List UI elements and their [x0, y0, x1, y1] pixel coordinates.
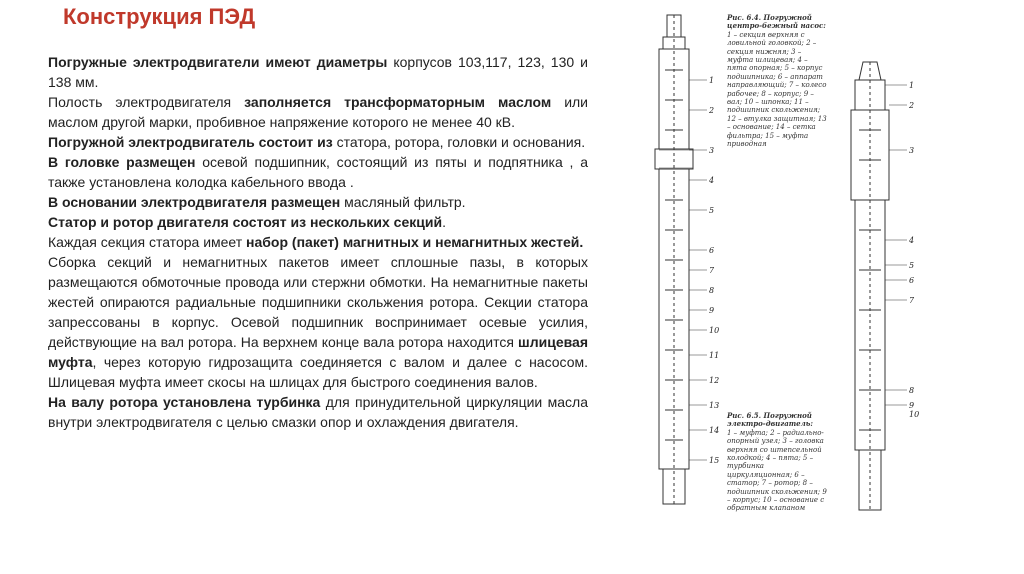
- pump-base: [663, 469, 685, 504]
- bold-text: На валу ротора установлена турбинка: [48, 394, 321, 410]
- callout-number: 8: [709, 286, 715, 295]
- callout-number: 9: [909, 401, 915, 410]
- callout-number: 1: [909, 81, 915, 90]
- paragraph: [48, 152, 588, 192]
- technical-drawing: [645, 10, 955, 525]
- callout-number: 12: [709, 376, 720, 385]
- figure-caption-motor: [727, 412, 829, 513]
- paragraph: [48, 52, 588, 92]
- bold-text: набор (пакет) магнитных и немагнитных жестей.: [246, 234, 584, 250]
- text: или маслом другой марки, пробивное напряжение которого не менее 40 кВ.: [48, 94, 589, 130]
- page-title: Конструкция ПЭД: [63, 4, 256, 29]
- callout-number: 2: [709, 106, 715, 115]
- paragraph: [48, 212, 588, 232]
- callout-number: 15: [709, 456, 720, 465]
- text: Полость электродвигателя: [48, 94, 245, 110]
- callout-number: 4: [709, 176, 715, 185]
- callout-number: 7: [909, 296, 915, 305]
- text: осевой подшипник, состоящий из пяты и подпятника , а также установлена колодка кабельного ввода .: [48, 154, 588, 190]
- callout-number: 6: [709, 246, 715, 255]
- callout-number: 9: [709, 306, 715, 315]
- callout-number: 2: [909, 101, 915, 110]
- caption-title: Рис. 6.5. Погружной электро-двигатель:: [727, 411, 813, 429]
- caption-title: Рис. 6.4. Погружной центро-бежный насос:: [727, 13, 826, 31]
- text: .: [442, 214, 446, 230]
- bold-text: Погружной электродвигатель состоит из: [48, 134, 333, 150]
- callout-number: 10: [909, 410, 920, 419]
- text: Каждая секция статора имеет: [48, 234, 247, 250]
- bold-text: В основании электродвигателя размещен: [48, 194, 341, 210]
- body-text: [48, 52, 588, 432]
- text: , через которую гидрозащита соединяется с валом и далее с насосом. Шлицевая муфта имеет скосы на шлицах для быстрого соединения валов.: [48, 354, 588, 390]
- callout-number: 5: [709, 206, 715, 215]
- bold-text: заполняется трансформаторным маслом: [244, 94, 552, 110]
- callout-number: 1: [709, 76, 715, 85]
- paragraph: [48, 192, 588, 212]
- figure-caption-pump: [727, 14, 829, 149]
- callout-number: 3: [709, 146, 715, 155]
- callout-number: 13: [709, 401, 720, 410]
- callout-number: 6: [909, 276, 915, 285]
- bold-text: шлицевая муфта: [48, 334, 588, 370]
- caption-text: 1 – секция верхняя с ловильной головкой; 2 – секция нижняя; 3 – муфта шлицевая; 4 – пята опорная; 5 – корпус подшипника; 6 – аппарат направляющий; 7 – колесо рабочее; 8 – корпус; 9 – вал; 10 – шпонка; 11 – подшипник скольжения; 12 – втулка защитная; 13 – основание; 14 – сетка фильтра; 15 – муфта приводная: [727, 30, 827, 149]
- callout-number: 10: [709, 326, 720, 335]
- text: для принудительной циркуляции масла внутри электродвигателя с целью смазки опор и охлаждения двигателя.: [48, 394, 588, 430]
- text: корпусов 103,117, 123, 130 и 138 мм.: [48, 54, 588, 90]
- callout-number: 11: [709, 351, 720, 360]
- paragraph: [48, 92, 588, 132]
- text: Сборка секций и немагнитных пакетов имеет сплошные пазы, в которых размещаются обмоточные провода или стержни обмотки. На немагнитные пакеты жестей опираются радиальные подшипники скольжения ротора. Секции статора запрессованы в корпус. Осевой подшипник воспринимает осевые усилия, действующие на вал ротора. На верхнем конце вала ротора находится: [48, 254, 588, 350]
- paragraph: [48, 132, 588, 152]
- callout-number: 8: [909, 386, 915, 395]
- callout-number: 14: [709, 426, 720, 435]
- callout-number: 3: [909, 146, 915, 155]
- bold-text: В головке размещен: [48, 154, 196, 170]
- callout-number: 5: [909, 261, 915, 270]
- paragraph: [48, 252, 588, 392]
- bold-text: Статор и ротор двигателя состоят из нескольких секций: [48, 214, 443, 230]
- paragraph: [48, 232, 588, 252]
- bold-text: Погружные электродвигатели имеют диаметры: [48, 54, 388, 70]
- paragraph: [48, 392, 588, 432]
- callout-number: 7: [709, 266, 715, 275]
- text: масляный фильтр.: [340, 194, 466, 210]
- text: статора, ротора, головки и основания.: [332, 134, 586, 150]
- callout-number: 4: [909, 236, 915, 245]
- caption-text: 1 – муфта; 2 – радиально-опорный узел; 3 – головка верхняя со штепсельной колодкой; 4 – пята; 5 – турбинка циркуляционная; 6 – статор; 7 – ротор; 8 – подшипник скольжения; 9 – корпус; 10 – основание с обратным клапаном: [727, 428, 827, 513]
